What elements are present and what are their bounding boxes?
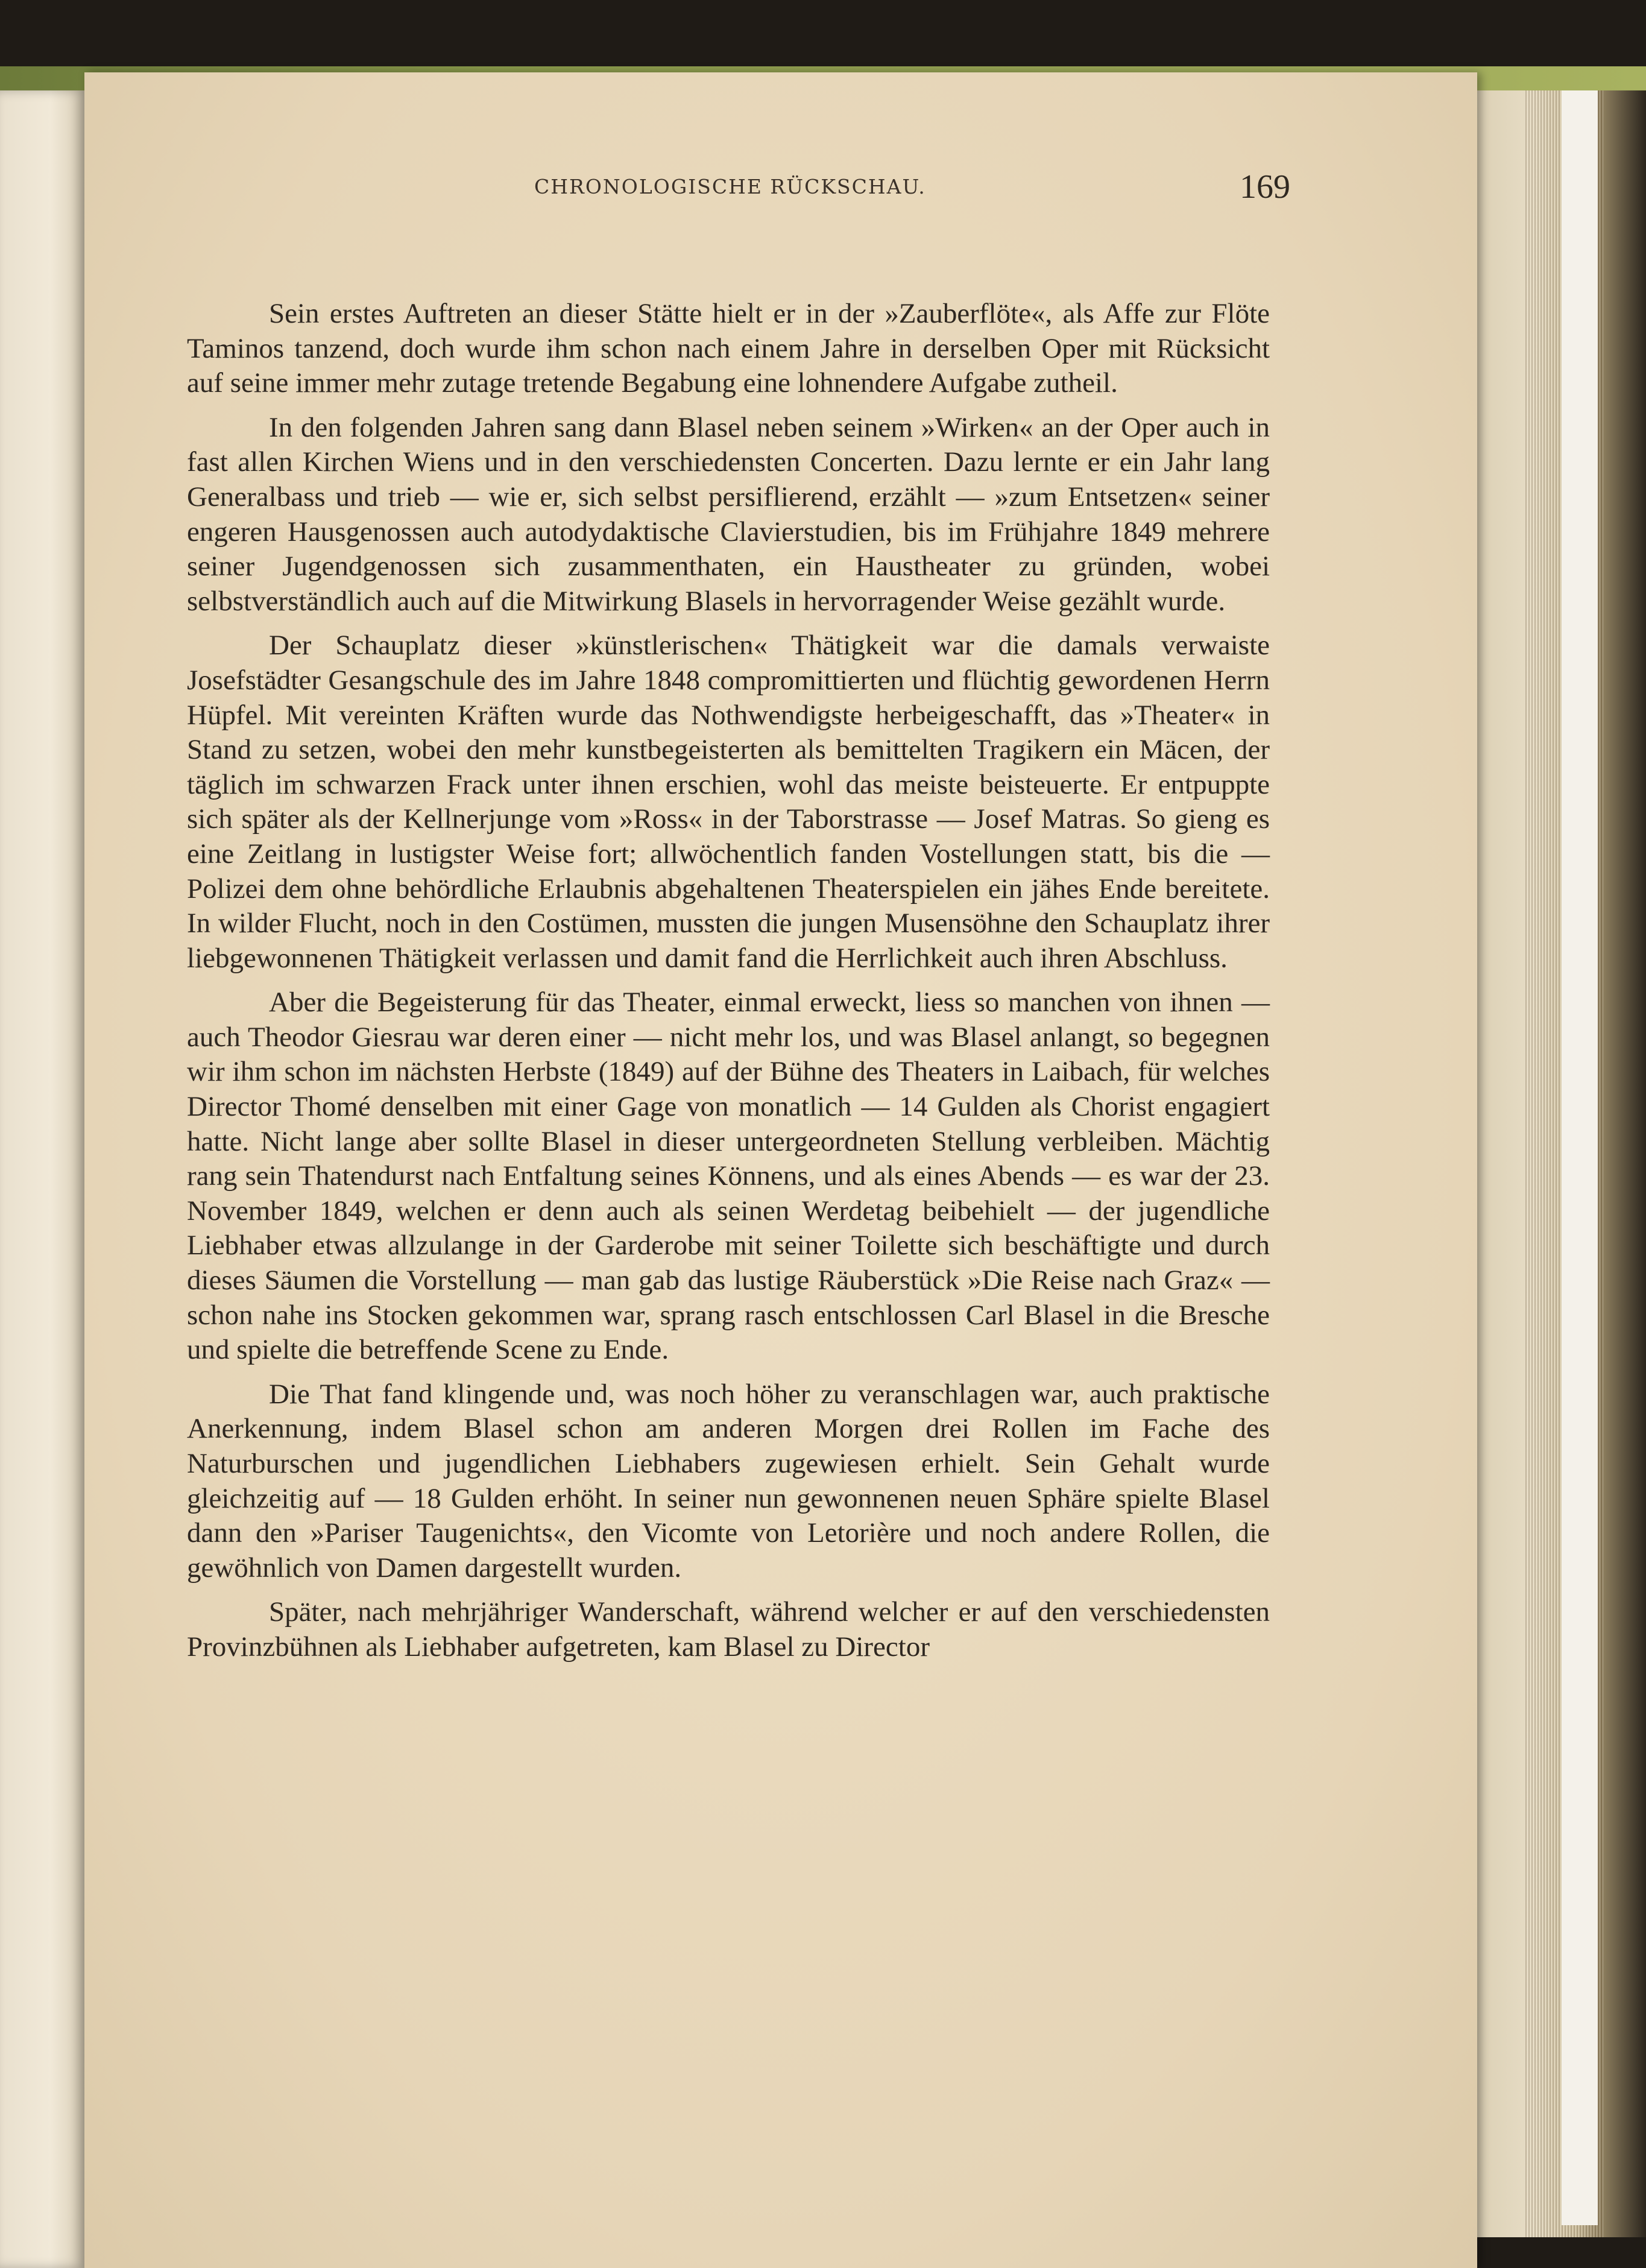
paragraph: Die That fand klingende und, was noch höher zu veranschlagen war, auch praktische Anerkennung, indem Blasel schon am anderen Morgen drei Rollen im Fache des Naturburschen und jugendlichen Liebhabers zugewiesen erhielt. Sein Gehalt wurde gleichzeitig auf — 18 Gulden erhöht. In seiner nun gewonnenen neuen Sphäre spielte Blasel dann den »Pariser Taugenichts«, den Vicomte von Letorière und noch andere Rollen, die gewöhnlich von Damen dargestellt wurden. [187,1378,1270,1584]
flyleaf-strip [1562,90,1598,2225]
paragraph: Sein erstes Auftreten an dieser Stätte hielt er in der »Zauberflöte«, als Affe zur Flöte Taminos tanzend, doch wurde ihm schon nach einem Jahre in derselben Oper mit Rücksicht auf seine immer mehr zutage tretende Begabung eine lohnendere Aufgabe zutheil. [187,298,1270,399]
paragraph: In den folgenden Jahren sang dann Blasel neben seinem »Wirken« an der Oper auch in fast allen Kirchen Wiens und in den verschiedensten Concerten. Dazu lernte er ein Jahr lang Generalbass und trieb — wie er, sich selbst persiflierend, erzählt — »zum Entsetzen« seiner engeren Hausgenossen auch autodydaktische Clavierstudien, bis im Frühjahre 1849 mehrere seiner Jugendgenossen sich zusammenthaten, ein Haustheater zu gründen, wobei selbstverständlich auch auf die Mitwirkung Blasels in hervorragender Weise gezählt wurde. [187,411,1270,617]
page-number: 169 [1240,168,1290,206]
running-head [187,168,1290,234]
paragraph: Später, nach mehrjähriger Wanderschaft, während welcher er auf den verschiedensten Provinzbühnen als Liebhaber aufgetreten, kam Blasel zu Director [187,1596,1270,1663]
paragraph: Der Schauplatz dieser »künstlerischen« Thätigkeit war die damals verwaiste Josefstädter Gesangschule des im Jahre 1848 compromittierten und flüchtig gewordenen Herrn Hüpfel. Mit vereinten Kräften wurde das Nothwendigste herbeigeschafft, das »Theater« in Stand zu setzen, wobei den mehr kunstbegeisterten als bemittelten Tragikern ein Mäcen, der täglich im schwarzen Frack unter ihnen erschien, wohl das meiste beisteuerte. Er entpuppte sich später als der Kellnerjunge vom »Ross« in der Taborstrasse — Josef Matras. So gieng es eine Zeitlang in lustigster Weise fort; allwöchentlich fanden Vostellungen statt, bis die — Polizei dem ohne behördliche Erlaubnis abgehaltenen Theaterspielen ein jähes Ende bereitete. In wilder Flucht, noch in den Costümen, mussten die jungen Musensöhne den Schauplatz ihrer liebgewonnenen Thätigkeit verlassen und damit fand die Herrlichkeit auch ihren Abschluss. [187,630,1270,974]
running-title: CHRONOLOGISCHE RÜCKSCHAU. [534,175,926,198]
paragraph: Aber die Begeisterung für das Theater, einmal erweckt, liess so manchen von ihnen — auch Theodor Giesrau war deren einer — nicht mehr los, und was Blasel anlangt, so begegnen wir ihm schon im nächsten Herbste (1849) auf der Bühne des Theaters in Laibach, für welches Director Thomé denselben mit einer Gage von monatlich — 14 Gulden als Chorist engagiert hatte. Nicht lange aber sollte Blasel in dieser untergeordneten Stellung verbleiben. Mächtig rang sein Thatendurst nach Entfaltung seines Könnens, und als eines Abends — es war der 23. November 1849, welchen er denn auch als seinen Werdetag beibehielt — der jugendliche Liebhaber etwas allzulange in der Garderobe mit seiner Toilette sich beschäftigte und durch dieses Säumen die Vorstellung — man gab das lustige Räuberstück »Die Reise nach Graz« — schon nahe ins Stocken gekommen war, sprang rasch entschlossen Carl Blasel in die Bresche und spielte die betreffende Scene zu Ende. [187,987,1270,1366]
body-text [187,297,1270,1675]
page-stack-edge [1471,90,1646,2237]
left-page-edge [0,90,84,2268]
